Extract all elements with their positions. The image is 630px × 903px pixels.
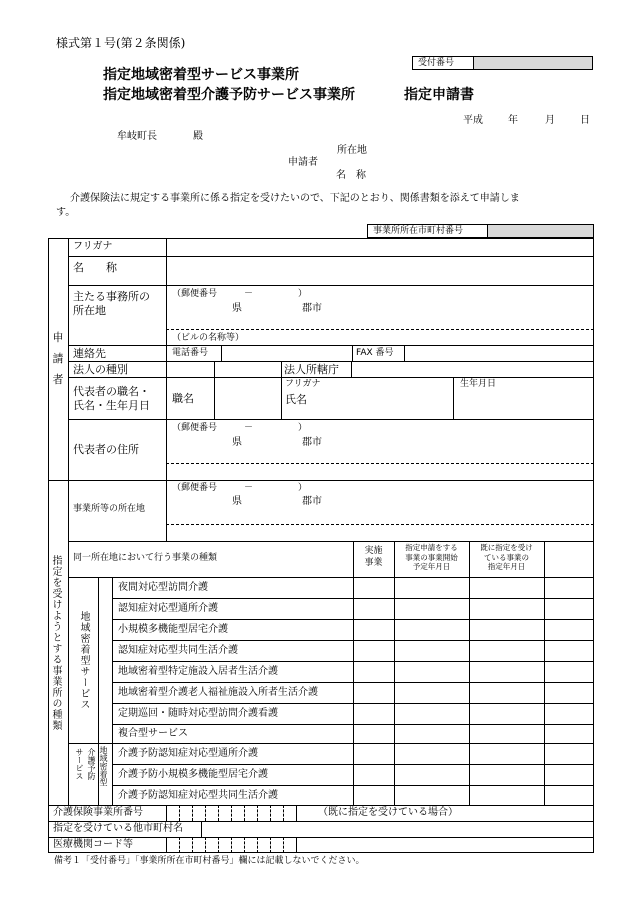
rep-city-label: 郡市: [302, 437, 322, 448]
name-label: 名 称: [73, 261, 117, 274]
facility-location-label: 事業所等の所在地: [73, 504, 146, 514]
representative-address-label: 代表者の住所: [73, 443, 139, 456]
main-office-label-2: 所在地: [73, 304, 106, 317]
facility-prefecture-label: 県: [232, 496, 242, 507]
prefecture-label: 県: [232, 303, 242, 314]
service-row: 認知症対応型共同生活介護: [118, 645, 238, 656]
date-era: 平成: [463, 115, 483, 126]
phone-label: 電話番号: [172, 348, 209, 358]
applicant-location-label: 所在地: [337, 145, 367, 156]
medical-code-label: 医療機関コード等: [53, 839, 133, 850]
service-row: 夜間対応型訪問介護: [118, 582, 208, 593]
municipality-number-label: 事業所所在市町村番号: [373, 226, 464, 236]
facility-city-label: 郡市: [302, 496, 322, 507]
date-year: 年: [508, 115, 518, 126]
rep-prefecture-label: 県: [232, 437, 242, 448]
services-header: 同一所在地において行う事業の種類: [73, 553, 218, 563]
title-line1: 指定地域密着型サービス事業所: [103, 67, 299, 83]
receipt-number-field[interactable]: [474, 57, 592, 69]
corporation-type-label: 法人の種別: [73, 363, 128, 376]
main-office-label-1: 主たる事務所の: [73, 290, 150, 303]
receipt-number-label: 受付番号: [418, 58, 455, 68]
intro-text-line2: す。: [56, 207, 76, 218]
postal-code-label: （郵便番号 － ）: [172, 289, 308, 299]
service-row: 介護予防認知症対応型共同生活介護: [118, 790, 278, 801]
facility-type-side-label: 指定を受けようとする事業所の種類: [50, 555, 61, 731]
building-name-label: （ビルの名称等）: [172, 333, 245, 343]
applicant-name-label: 名 称: [336, 170, 366, 181]
applicant-side-label: 申 請 者: [52, 331, 64, 386]
date-month: 月: [545, 115, 555, 126]
title-suffix: 指定申請書: [404, 87, 474, 103]
service-row: 複合型サービス: [118, 728, 188, 739]
existing-designation-column-header: 既に指定を受け ている事業の 指定年月日: [480, 543, 533, 571]
start-date-column-header: 指定申請をする 事業の事業開始 予定年月日: [405, 543, 458, 571]
applicant-label: 申請者: [288, 157, 318, 168]
position-label: 職名: [172, 392, 194, 405]
fax-label: FAX 番号: [356, 348, 394, 358]
contact-label: 連絡先: [73, 347, 106, 360]
addressee-honorific: 殿: [193, 131, 203, 142]
rep-postal-code-label: （郵便番号 － ）: [172, 423, 308, 433]
service-row: 地域密着型介護老人福祉施設入所者生活介護: [118, 687, 318, 698]
representative-label-1: 代表者の職名・: [73, 385, 150, 398]
title-line2: 指定地域密着型介護予防サービス事業所: [103, 87, 355, 103]
form-number: 様式第１号(第２条関係): [56, 36, 186, 50]
service-row: 地域密着型特定施設入居者生活介護: [118, 666, 278, 677]
community-service-group-label: 地域密着型サービス: [78, 611, 89, 710]
insurance-number-note: （既に指定を受けている場合）: [318, 807, 458, 818]
service-row: 定期巡回・随時対応型訪問介護看護: [118, 708, 278, 719]
birth-date-label: 生年月日: [460, 379, 497, 389]
insurance-number-label: 介護保険事業所番号: [53, 807, 143, 818]
addressee-name: 牟岐町長: [117, 131, 157, 142]
preventive-group-label-1: 地域密着型: [99, 746, 108, 786]
intro-text-line1: 介護保険法に規定する事業所に係る指定を受けたいので、下記のとおり、関係書類を添えて申請しま: [70, 193, 520, 204]
footnote: 備考１「受付番号」「事業所所在市町村番号」欄には記載しないでください。: [54, 856, 365, 866]
facility-postal-code-label: （郵便番号 － ）: [172, 483, 308, 493]
representative-furigana-label: フリガナ: [285, 379, 321, 389]
service-row: 小規模多機能型居宅介護: [118, 624, 228, 635]
municipality-number-field[interactable]: [488, 225, 593, 237]
corporation-authority-label: 法人所轄庁: [284, 363, 339, 376]
service-row: 介護予防認知症対応型通所介護: [118, 748, 258, 759]
preventive-group-label-2: 介護予防: [87, 748, 96, 780]
date-day: 日: [580, 115, 590, 126]
implementation-column-header: 実施 事業: [364, 546, 383, 568]
other-municipality-label: 指定を受けている他市町村名: [53, 823, 183, 834]
representative-label-2: 氏名・生年月日: [73, 399, 150, 412]
service-row: 認知症対応型通所介護: [118, 603, 218, 614]
service-row: 介護予防小規模多機能型居宅介護: [118, 769, 268, 780]
preventive-group-label-3: サービス: [75, 748, 84, 780]
city-label: 郡市: [302, 303, 322, 314]
representative-name-label: 氏名: [285, 393, 307, 406]
furigana-label: フリガナ: [73, 241, 113, 252]
